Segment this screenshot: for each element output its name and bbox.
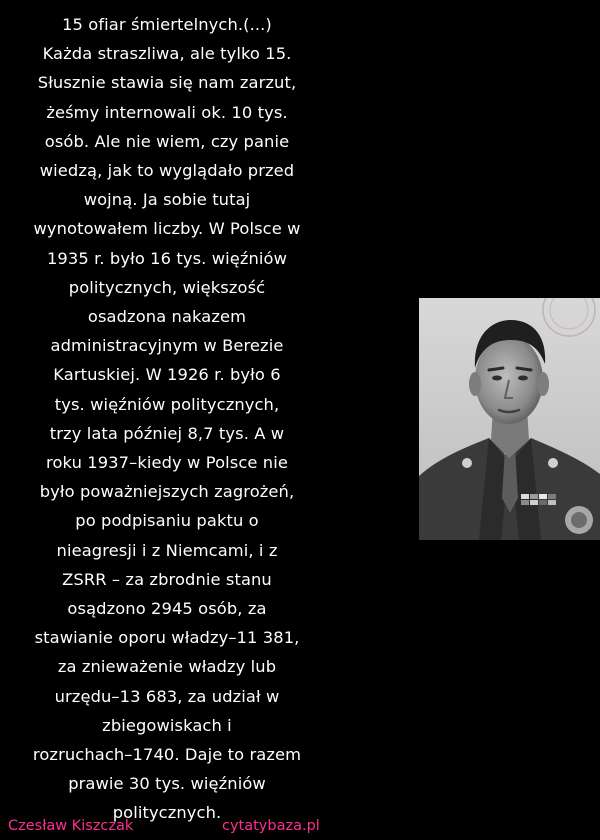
quote-line: administracyjnym w Berezie <box>50 336 284 356</box>
quote-line: za znieważenie władzy lub <box>57 657 277 677</box>
quote-line: prawie 30 tys. więźniów <box>68 774 266 794</box>
quote-line: po podpisaniu paktu o <box>75 511 259 531</box>
author-portrait <box>419 298 600 540</box>
quote-line: ZSRR – za zbrodnie stanu <box>62 569 272 589</box>
quote-line: wojną. Ja sobie tutaj <box>83 190 251 210</box>
quote-line: Kartuskiej. W 1926 r. było 6 <box>53 365 281 385</box>
quote-line: wynotowałem liczby. W Polsce w <box>33 219 301 239</box>
quote-line: było poważniejszych zagrożeń, <box>39 482 295 502</box>
quote-line: 1935 r. było 16 tys. więźniów <box>46 248 288 268</box>
quote-line: trzy lata później 8,7 tys. A w <box>49 423 285 443</box>
quote-line: zbiegowiskach i <box>102 715 232 735</box>
site-name[interactable]: cytatybaza.pl <box>222 818 320 834</box>
quote-line: Słusznie stawia się nam zarzut, <box>37 73 297 93</box>
quote-line: wiedzą, jak to wyglądało przed <box>39 161 295 181</box>
quote-line: rozruchach–1740. Daje to razem <box>32 745 302 765</box>
quote-line: osadzona nakazem <box>87 307 247 327</box>
quote-line: roku 1937–kiedy w Polsce nie <box>46 453 288 473</box>
quote-line: osób. Ale nie wiem, czy panie <box>44 131 290 151</box>
quote-line: politycznych. <box>112 803 222 823</box>
quote-line: politycznych, większość <box>68 277 266 297</box>
author-name[interactable]: Czesław Kiszczak <box>8 818 134 834</box>
quote-line: tys. więźniów politycznych, <box>54 394 280 414</box>
quote-text <box>0 10 334 828</box>
quote-line: żeśmy internowali ok. 10 tys. <box>46 102 288 122</box>
quote-line: 15 ofiar śmiertelnych.(...) <box>62 15 272 34</box>
quote-line: stawianie oporu władzy–11 381, <box>34 628 300 648</box>
quote-line: urzędu–13 683, za udział w <box>54 686 280 706</box>
quote-line: Każda straszliwa, ale tylko 15. <box>42 44 292 64</box>
quote-line: nieagresji i z Niemcami, i z <box>56 540 278 560</box>
quote-line: osądzono 2945 osób, za <box>67 599 267 619</box>
